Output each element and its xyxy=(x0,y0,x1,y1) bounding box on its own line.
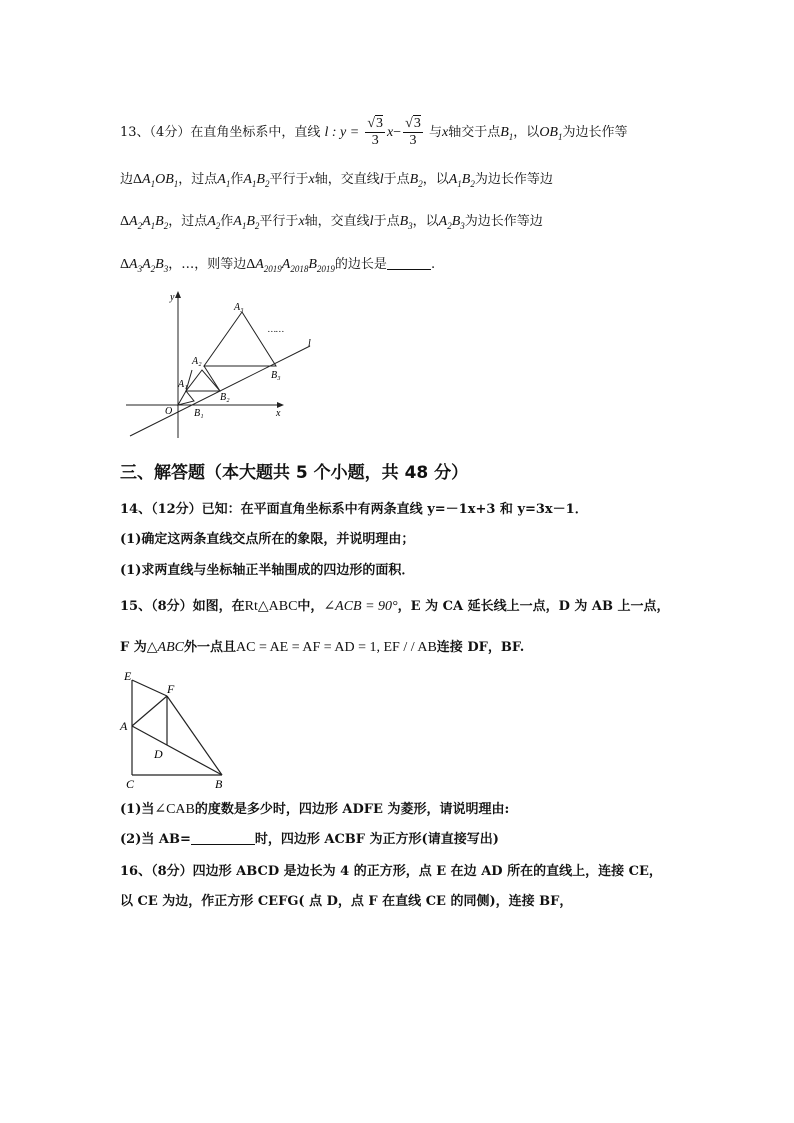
q13-text: 为边长作等边 xyxy=(474,172,553,187)
math-angle-acb: ∠ACB = 90° xyxy=(323,599,398,614)
q13-text: ，以 xyxy=(422,172,449,187)
line-equation-lhs: l : y = xyxy=(324,125,360,140)
var-x: x xyxy=(387,125,394,140)
q13-text: 轴交于点 xyxy=(448,125,501,140)
q13-text: ，以 xyxy=(513,125,540,140)
q13-text: 边 xyxy=(120,172,134,187)
fraction-sqrt3-over-3-b: $\frac{√3}{3}$ xyxy=(405,116,421,148)
q14-head: 14、（12分）已知：在平面直角坐标系中有两条直线 y=－1x+3 和 y=3x－1． xyxy=(120,502,588,517)
math-tri-a1ob1: $\Delta A_1OB_1$ xyxy=(133,172,179,189)
math-l: l xyxy=(369,214,374,229)
q13-text: 于点 xyxy=(373,214,400,229)
segment-ef xyxy=(132,680,167,696)
q15-figure xyxy=(118,666,238,794)
q16-line-1: 16、（8分）四边形 ABCD 是边长为 4 的正方形，点 E 在边 AD 所在的直线上，连接 CE， xyxy=(120,864,662,879)
q15-part-1 xyxy=(120,800,734,820)
section-title: 三、解答题（本大题共 5 个小题，共 48 分） xyxy=(120,463,469,483)
math-rt-abc: Rt△ABC xyxy=(244,599,298,614)
q13-line-3 xyxy=(120,212,734,236)
q13-text: ，以 xyxy=(412,214,439,229)
math-b1: $B_1$ xyxy=(500,125,514,142)
var-x: x xyxy=(308,172,315,187)
segment-af xyxy=(132,696,167,726)
q13-line-2 xyxy=(120,170,734,194)
math-angle-cab: ∠CAB xyxy=(154,802,195,817)
q15-text: 15、（8分）如图，在 xyxy=(120,599,245,614)
q15-line-1 xyxy=(120,597,734,617)
q14-part-2: (1)求两直线与坐标轴正半轴围成的四边形的面积． xyxy=(120,563,415,578)
label-o: O xyxy=(165,406,173,417)
label-l: l xyxy=(308,338,311,349)
q13-text: 平行于 xyxy=(259,214,299,229)
segment-ab xyxy=(132,726,222,775)
q15-text: 时，四边形 ACBF 为正方形(请直接写出) xyxy=(254,832,499,847)
answer-blank[interactable] xyxy=(191,830,255,845)
q15-text: (1)当 xyxy=(120,802,155,817)
q13-number: 13、 xyxy=(120,125,150,140)
q13-line-4 xyxy=(120,255,734,279)
q13-text: 的边长是 xyxy=(334,257,387,272)
math-tri-2019: $\Delta A_{2019}A_{2018}B_{2019}$ xyxy=(246,257,335,274)
math-tri-abc: △ABC xyxy=(146,640,184,655)
label-d: D xyxy=(154,747,163,761)
q16-line-2: 以 CE 为边，作正方形 CEFG( 点 D，点 F 在直线 CE 的同侧)，连接 BF， xyxy=(120,894,573,909)
q13-text: 轴，交直线 xyxy=(314,172,380,187)
math-a1: $A_1$ xyxy=(217,172,231,189)
minus-sign: − xyxy=(393,125,402,140)
q13-text: ，…，则等边 xyxy=(168,257,247,272)
q15-text: F 为 xyxy=(120,640,147,655)
q13-figure xyxy=(120,288,320,440)
label-e: E xyxy=(124,669,132,683)
q15-text: 中， xyxy=(297,599,324,614)
math-tri-a3a2b3: $\Delta A_3A_2B_3$ xyxy=(120,257,169,274)
fraction-sqrt3-over-3: $\frac{√3}{3}$ xyxy=(367,116,384,148)
triangle-1 xyxy=(178,391,194,405)
label-a1: A₁ xyxy=(178,379,188,390)
math-condition: AC = AE = AF = AD = 1, EF / / AB xyxy=(236,640,437,655)
math-b3: $B_3$ xyxy=(399,214,413,231)
q13-text: 与 xyxy=(428,125,442,140)
q13-text: . xyxy=(430,257,436,272)
math-ob1: $OB_1$ xyxy=(539,125,563,142)
q13-text: 为边长作等 xyxy=(562,125,628,140)
q13-text: 平行于 xyxy=(269,172,309,187)
q15-text: (2)当 AB= xyxy=(120,832,191,847)
label-x: x xyxy=(276,408,281,419)
segment-a2b2 xyxy=(204,366,220,391)
label-a2: A₂ xyxy=(192,356,202,367)
triangle-3 xyxy=(204,312,276,366)
q13-line-1 xyxy=(120,116,734,149)
q14-part-1: (1)确定这两条直线交点所在的象限，并说明理由； xyxy=(120,532,415,547)
q13-text: 作 xyxy=(220,214,234,229)
q13-text: 轴，交直线 xyxy=(304,214,370,229)
q15-text: 连接 DF，BF. xyxy=(436,640,525,655)
label-b2: B₂ xyxy=(220,392,230,403)
math-l: l xyxy=(379,172,384,187)
q13-text: ，过点 xyxy=(168,214,208,229)
label-f: F xyxy=(167,682,175,696)
y-axis-arrow xyxy=(175,291,181,298)
label-b: B xyxy=(215,777,223,791)
var-x: x xyxy=(442,125,449,140)
q13-score: （4分） xyxy=(149,125,191,140)
math-a2b3: $A_1B_2$ xyxy=(233,214,260,231)
q15-text: 的度数是多少时，四边形 ADFE 为菱形，请说明理由: xyxy=(194,802,510,817)
label-dots: …… xyxy=(268,324,285,334)
label-y: y xyxy=(170,292,175,303)
q13-text: 为边长作等边 xyxy=(464,214,543,229)
q13-text: ，过点 xyxy=(178,172,218,187)
label-a3: A₃ xyxy=(234,302,244,313)
math-a2b3: $A_2B_3$ xyxy=(438,214,465,231)
segment-fb xyxy=(167,696,222,775)
label-a: A xyxy=(120,719,128,733)
q15-text: 外一点且 xyxy=(183,640,236,655)
answer-blank[interactable] xyxy=(387,255,431,270)
math-a1b2: $A_1B_2$ xyxy=(243,172,270,189)
q13-text: 于点 xyxy=(383,172,410,187)
math-tri-a2a1b2: $\Delta A_2A_1B_2$ xyxy=(120,214,169,231)
math-a2: $A_2$ xyxy=(207,214,221,231)
q13-text: 作 xyxy=(230,172,244,187)
label-b3: B₃ xyxy=(271,370,281,381)
math-b2: $B_2$ xyxy=(409,172,423,189)
q13-text: 在直角坐标系中，直线 xyxy=(190,125,321,140)
q15-line-2 xyxy=(120,638,734,658)
label-b1: B₁ xyxy=(194,408,204,419)
q15-part-2 xyxy=(120,830,734,850)
q15-text: ，E 为 CA 延长线上一点，D 为 AB 上一点， xyxy=(397,599,670,614)
var-x: x xyxy=(298,214,305,229)
math-a1b2: $A_1B_2$ xyxy=(448,172,475,189)
label-c: C xyxy=(126,777,135,791)
